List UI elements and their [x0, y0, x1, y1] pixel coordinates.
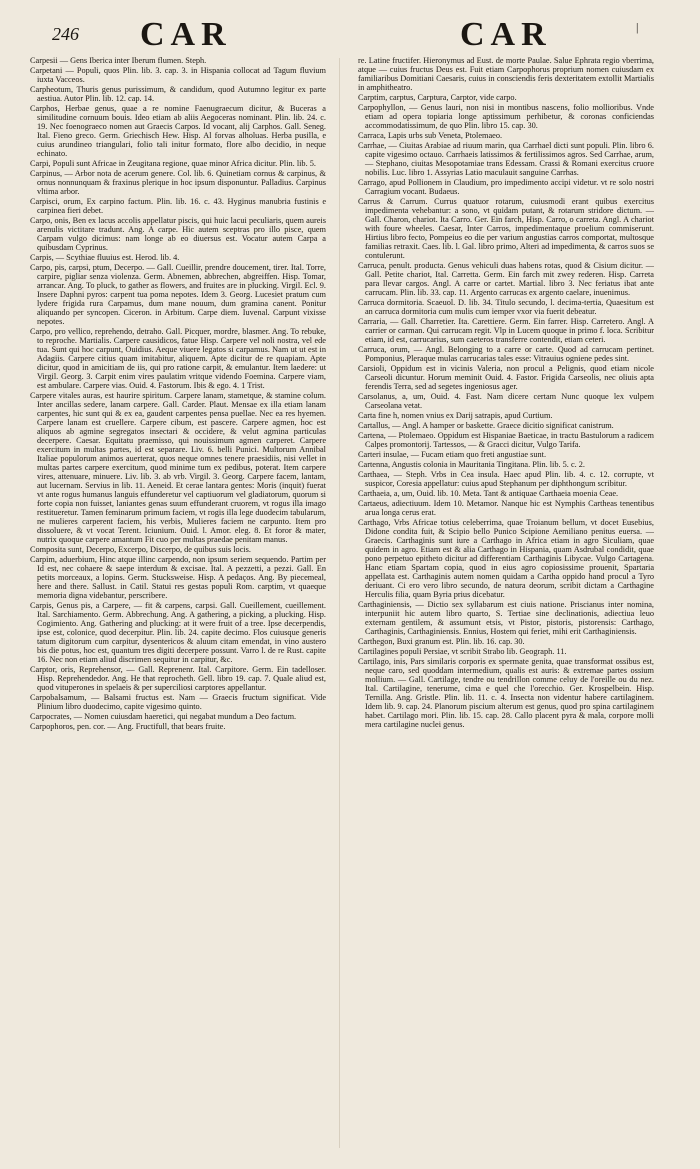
dictionary-entry: Carpo, pis, carpsi, ptum, Decerpo. — Gall. Cueillir, prendre doucement, tirer. Ital. Torre, carpire, pigliar senza violenza. Germ. Abnemen, abbrechen, abgreiffen. Hisp. Tomar, arrancar. Ang. To pluck, to gather as flowers, and fruites are in plucking. Virgil. Ecl. 9. Insere Daphni pyros: carpent tua poma nepotes. Idem 3. Georg. Lucesiet pratum cum lydere frigida rura Carpamus, dum mane nouum, dum gramina canent. Ponitur aliquando per syncopen. Ciceron. in Arbitum. Carpe diem. Iuvenal. Carpunt vixisse nepotes. [30, 263, 326, 326]
dictionary-entry: Carsioli, Oppidum est in vicinis Valeria, non procul a Pelignis, quod etiam nicole Carseoli dicuntur. Horum meminit Ouid. 4. Fastor. Frigida Carseolis, nec oliuis apta ferendis Terra, sed ad segetes ingeniosus ager. [358, 364, 654, 391]
dictionary-entry: Carpo, pro vellico, reprehendo, detraho. Gall. Picquer, mordre, blasmer. Ang. To rebuke, to reproche. Martialis. Carpere causidicos, fatue Hisp. Carpere vel noli nostra, vel ede tua. Sunt qui hoc carpunt, Ouidius. Aeque viuere legatos si carpamus. Nam ut ut est in Adagiis. Carpere citius quam imitabitur, aliquem. Apte dicitur de re quapiam. Apte dicitur, quod in amicitiam de iis, qui pro ratione carpit, & emulantur. Item laedere: ut Virgil. Georg. 3. Carpit enim vires paulatim vritque videndo Foemina. Carpere viam, est ambulare. Carpere vias. Ouid. 4. Fastorum. Ibis & ego. 4. 1 Trist. [30, 327, 326, 390]
dictionary-entry: Carpi, Populi sunt Africae in Zeugitana regione, quae minor Africa dicitur. Plin. lib. 5. [30, 159, 316, 168]
dictionary-entry: Carpim, aduerbium, Hinc atque illinc carpendo, non ipsum seriem sequendo. Partim per Id est, nec cohaere & saepe interdum & excisae. Ital. A pezzetti, a pezzi. Gall. En petits morceaux, a lopins. Germ. Stucksweise. Hisp. A pedaços. Ang. By piecemeal, here and there. Sallust. in Catil. Statui res gestas populi Rom. carptim, vt quaeque memoria digna videbantur, perscribere. [30, 555, 326, 600]
dictionary-entry: Carptim, carptus, Carptura, Carptor, vide carpo. [358, 93, 517, 102]
dictionary-entry: Carthegon, Buxi granum est. Plin. lib. 16. cap. 30. [358, 637, 525, 646]
dictionary-entry: Carpesii — Gens Iberica inter Iberum flumen. Steph. [30, 56, 207, 65]
dictionary-entry: Carpere vitales auras, est haurire spiritum. Carpere lanam, stametque, & stamine colum. Inter ancillas sedere, lanam carpere. Gall. Carder. Plaut. Mensae ex illa etiam lanam carpentes, hic sunt qui & ex ea, gaudent carpentes pensa puellae. Nec ea res hyemen. Carpere lanam est cruellere. Carpere cibum, est pascere. Carpere agmen, hoc est aliquos ab agmine segregatos insectari & occidere, & velut agmina particulas decerpere. Caesar. Equitatu praemisso, qui nouissimum agmen carperet. Carpere exercitum in multas partes, id est separare. Liv. 6. belli Punici. Multorum Annibal Italiae populorum animos auerterat, quos neque omnes tenere praesidiis, nisi vellet in multas partes carpere exercitum, quod minime tum ex pedibus, poterat. Item carpere vires, attenuare, minuere. Liv. lib. 3. ab vrb. Virgil. 3. Georg. Carpere facem, lantam, aut lucernam. Servius in lib. 11. Aeneid. Et cerae lantara gentes: Moris (inquit) fuerat vt ante rogus humanus languis effunderetur vel captiuorum vel gladiatorum, quorum si forte copia non fuisset, laniantes genas suum effunderant cruorem, vt rogus illa imago restitueretur. Tamen feminarum primum faciem, vt rogis illa lege duodecim tabularum, ne mulieres carperent faciem, his verbis, Mulieres faciem ne carpunto. Item pro dissoluere, & vt vocat Terent. Iciunium. Ouid. l. Amor. eleg. 8. Et foror & mater, nutrix quoque carpere amantum Fit cuo per multas praedae penitam manus. [30, 391, 326, 544]
dictionary-entry: Carta fine h, nomen vnius ex Darij satrapis, apud Curtium. [358, 411, 553, 420]
dictionary-entry: Carpo, onis, Ben ex lacus accolis appellatur piscis, qui huic lacui peculiaris, quem aureis arenulis victitare tradunt. Ang. A carpe. Hic autem sceptras pro illo pisce, quem Carpam vulgo dicimus: nam longe ab eo diuersus est. Vocatur autem Carpa a quibusdam Cyprinus. [30, 216, 326, 252]
dictionary-entry: Cartaeus, adiectiuum. Idem 10. Metamor. Nanque hic est Nymphis Cartheas tenentibus arua longa cerus erat. [358, 499, 654, 517]
running-head-right: CAR [460, 16, 552, 53]
dictionary-entry: Carruca, orum, — Angl. Belonging to a carre or carte. Quod ad carrucam pertinet. Pomponius, Pleraque mulas carrucarias tales esse: Vitrauius ogniene pedes sint. [358, 345, 654, 363]
dictionary-entry: Carpobalsamum, — Balsami fructus est. Nam — Graecis fructum significat. Vide Plinium libro duodecimo, capite vigesimo quinto. [30, 693, 326, 711]
dictionary-entry: Carrago, apud Pollionem in Claudium, pro impedimento accipi videtur. vt re solo nostri Carragium vocant. Budaeus. [358, 178, 654, 196]
running-head-left: CAR [140, 16, 232, 53]
dictionary-entry: Carraca, Lapis urbs sub Veneta, Ptolemaeo. [358, 131, 503, 140]
margin-mark: | [636, 20, 639, 34]
page-number: 246 [52, 24, 79, 44]
dictionary-entry: Carpocrates, — Nomen cuiusdam haeretici, qui negabat mundum a Deo factum. [30, 712, 297, 721]
page-header [0, 14, 700, 54]
dictionary-entry: Composita sunt, Decerpo, Excerpo, Discerpo, de quibus suis locis. [30, 545, 251, 554]
dictionary-entry: Carpheotum, Thuris genus purissimum, & candidum, quod Autumno legitur ex parte aestiua. Autor Plin. lib. 12. cap. 14. [30, 85, 326, 103]
dictionary-entry: Carpinus, — Arbor nota de acerum genere. Col. lib. 6. Quinetiam cornus & carpinus, & ornus nonnunquam & fraxinus plerique in hoc ipsum disponuntur. Palladius. Carpinus vltima arbor. [30, 169, 326, 196]
dictionary-entry: Cartilagines populi Persiae, vt scribit Strabo lib. Geograph. 11. [358, 647, 567, 656]
dictionary-entry: Carsolanus, a, um, Ouid. 4. Fast. Nam dicere certam Nunc quoque lex vulpem Carseolana vetat. [358, 392, 654, 410]
dictionary-entry: Carruca, penult. producta. Genus vehiculi duas habens rotas, quod & Cisium dicitur. — Gall. Petite chariot, Ital. Carretta. Germ. Ein farch mit zwey rederen. Hisp. Carreta para llevar cargos. Angl. A carre or cartet. Martial. libro 3. Nec feriatus ibat ante carrucam. Plin. lib. 33. cap. 11. Argento carrucas ex argento caelare, inuenimus. [358, 261, 654, 297]
dictionary-entry: Carphos, Herbae genus, quae a re nomine Faenugraecum dicitur, & Buceras a similitudine cornuum bouis. Ideo etiam ab aliis Aegoceras nominant. Plin. lib. 24. c. 19. Nec foenograeco nomen aut Graecis Carpos. Id vocant, alij Carphos. Gall. Seneg. Ital. Fieno greco. Germ. Griechisch Hew. Hisp. Al forvas alholuas. Herba pusilla, e cuius arundineo triangulari, folio tali initur formato, flore albo decidio, in neque echinato. [30, 104, 326, 158]
dictionary-entry: Carpis, — Scythiae fluuius est. Herod. lib. 4. [30, 253, 180, 262]
dictionary-entry: Carpis, Genus pis, a Carpere, — fit & carpens, carpsi. Gall. Cueillement, cueillement. Ital. Sarchiamento. Germ. Abbrechung. Ang. A gathering, a picking, a plucking. Hisp. Cogimiento. Ang. Gathering and plucking: at it were fruit of a tree. Ipse decerpendis, ipse est, colonice, quod decerpitur. Plin. lib. 24. capite decimo. Flos cuiusque generis tatum digitorum cum carpitur, dysentericos & aluum citam emendat, in vino austero bis die potus, hoc est, quantum tres digiti decerpere possunt. Varro l. de re Rust. capite 16. Nec non etiam aliud discrimen sequitur in carpitur, &c. [30, 601, 326, 664]
left-column [30, 56, 326, 1156]
dictionary-entry: Cartilago, inis, Pars similaris corporis ex spermate genita, quae transformat ossibus est, neque caro, sed quoddam intermedium, qualis est auris: & extremae partes ossium mollium. — Gall. Cartilage, tendre ou tendrillon comme celuy de l'oreille ou du nez. Ital. Cartilagine, tenerume, cima e quel che l'orecchio. Ger. Krospelbein. Hisp. Ternilla. Ang. Gristle. Plin. lib. 11. c. 4. Insecta non videntur habere cartilaginem. Idem lib. 9. cap. 24. Planorum piscium alterum est genus, quod pro spina cartilaginem habet. Cartilago mori. Plin. lib. 15. cap. 28. Callo placent pyra & mala, corpore molli mera cartilagine nuclei genus. [358, 657, 654, 729]
dictionary-entry: Carthaea, — Steph. Vrbs in Cea insula. Haec apud Plin. lib. 4. c. 12. corrupte, vt suspicor, Coresia appellatur: cuius apud Stephanum per diphthongum scribitur. [358, 470, 654, 488]
dictionary-entry: Carpetani — Populi, quos Plin. lib. 3. cap. 3. in Hispania collocat ad Tagum fluvium iuxta Vacceos. [30, 66, 326, 84]
dictionary-entry: Carruca dormitoria. Scaeuol. D. lib. 34. Titulo secundo, l. decima-tertia, Quaesitum est an carruca dormitoria cum mulis cum iemper vxor via fuerit debeatur. [358, 298, 654, 316]
dictionary-entry: Carraria, — Gall. Charretier. Ita. Carettiere. Germ. Ein farrer. Hisp. Carretero. Angl. A carrier or carman. Qui carrucam regit. Vlp in Lucem quoque in primo f. loca. Scribitur etiam, id est, carrucarius, sum caeteros transferre contendit, etiam ceteri. [358, 317, 654, 344]
dictionary-entry: Carthaeia, a, um, Ouid. lib. 10. Meta. Tant & antiquae Carthaeia moenia Ceae. [358, 489, 619, 498]
right-column [358, 56, 654, 1156]
dictionary-entry: Cartena, — Ptolemaeo. Oppidum est Hispaniae Baeticae, in tractu Bastulorum a radicem Calpes promontorij. Tartessos, — & Gracci dicitur, Vulgo Tarifa. [358, 431, 654, 449]
dictionary-entry: Carpophoros, pen. cor. — Ang. Fructifull, that bears fruite. [30, 722, 226, 731]
dictionary-entry: Cartenna, Angustis colonia in Mauritania Tingitana. Plin. lib. 5. c. 2. [358, 460, 585, 469]
dictionary-entry: Carpisci, orum, Ex carpino factum. Plin. lib. 16. c. 43. Hyginus manubria fustinis e carpinea fieri debet. [30, 197, 326, 215]
dictionary-entry: Cartallus, — Angl. A hamper or baskette. Graece dicitio significat canistrum. [358, 421, 614, 430]
dictionary-entry: Carthago, Vrbs Africae totius celeberrima, quae Troianum bellum, vt docet Eusebius, Didone condita fuit, & Scipio bello Punico Scipione Aemiliano penitus euersa. — Graecis. Carthaginis sunt iure a Carthago in Africa etiam in agro Siculiam, quae quidem in agro. Etiam est & alia Carthago in Hispania, quam Asdrubal condidit, quae pono perpetuo epitheto dicitur ad differentiam Carthaginis Libycae. Vulgo Cartagena. Hanc etiam Spartam copia, quod in eius agro copiosissime prouenit, Spartaria appellata est. Carthaginis autem nomen quidam a Cartha oppido hand procul a Tyro deriuant. Ci ero vero libro secundo, de natura deorum, scribit dictam a Carthagine Herculis filia, quam Byria prius dicebatur. [358, 518, 654, 599]
column-gutter [339, 58, 340, 1148]
dictionary-entry: Carptor, oris, Reprehensor, — Gall. Reprenenr. Ital. Carpitore. Germ. Ein tadelloser. Hisp. Reprehendedor. Ang. He that reprocheth. Gell. libro 19. cap. 7. Quale aliud est, quod vituperones in spelaeis & per superciliosi carptores appellantur. [30, 665, 326, 692]
dictionary-entry: Carthaginiensis, — Dictio sex syllabarum est ciuis natione. Priscianus inter nomina, interpuniit hic autem libro quarto, S. Tertiae sine declinationis, adiectiua leuo externam gentilem, & assumunt etsis, vt Pistor, pistoris, pistorensis: Carthago, Carthaginis, Carthaginiensis. Ennius, Hostem qui feriet, mihi erit Carthaginiensis. [358, 600, 654, 636]
dictionary-entry: Carteri insulae, — Fucam etiam quo freti angustiae sunt. [358, 450, 547, 459]
dictionary-entry: Carrus & Carrum. Currus quatuor rotarum, cuiusmodi erant quibus exercitus impedimenta vehebantur: a sono, vt quidam putant, & rotarum stridore dictum. — Gall. Charon, chariot. Ita Carro. Ger. Ein farch, Hisp. Carro, o carreta. Angl. A chariot with foure wheeles. Caesar, Inter Carros, impedimentaque proelium commiserunt. Hirtius libro fecto, Pompeius eo die per varium angustias carros comportat, multosque familias retraxit. Caes. lib. l. Gal. libro primo, Alteri ad impedimenta, & carros suos se contulerunt. [358, 197, 654, 260]
dictionary-entry: re. Latine fructifer. Hieronymus ad Eust. de morte Paulae. Salue Ephrata regio vberrima, atque — cuius fructus Deus est. Fuit etiam Carpophorus proprium nomen cuiusdam ex familiaribus Domitiani Caesaris, cuius in consciendis feris dexteritatem extollit Martialis in amphitheatro. [358, 56, 654, 92]
dictionary-entry: Carpophyllon, — Genus lauri, non nisi in montibus nascens, folio mollioribus. Vnde etiam ad opera topiaria longe aptissimum perhibetur, & coronas conficiendas accommodatissimum, de quo Plin. libro 15. cap. 30. [358, 103, 654, 130]
dictionary-entry: Carrhae, — Ciuitas Arabiae ad riuum marin, qua Carrhael dicti sunt populi. Plin. libro 6. capite vigesimo octauo. Carrhaeis latissimos & fertilissimos agros. Sed Carrhae, arum, — Stephano, ciuitas Mesopotamiae trans Edessam. Crassi & Romani exercitus cruore nobilis. Luc. libro 1. Assyrias Latio maculauit sanguine Carrhas. [358, 141, 654, 177]
